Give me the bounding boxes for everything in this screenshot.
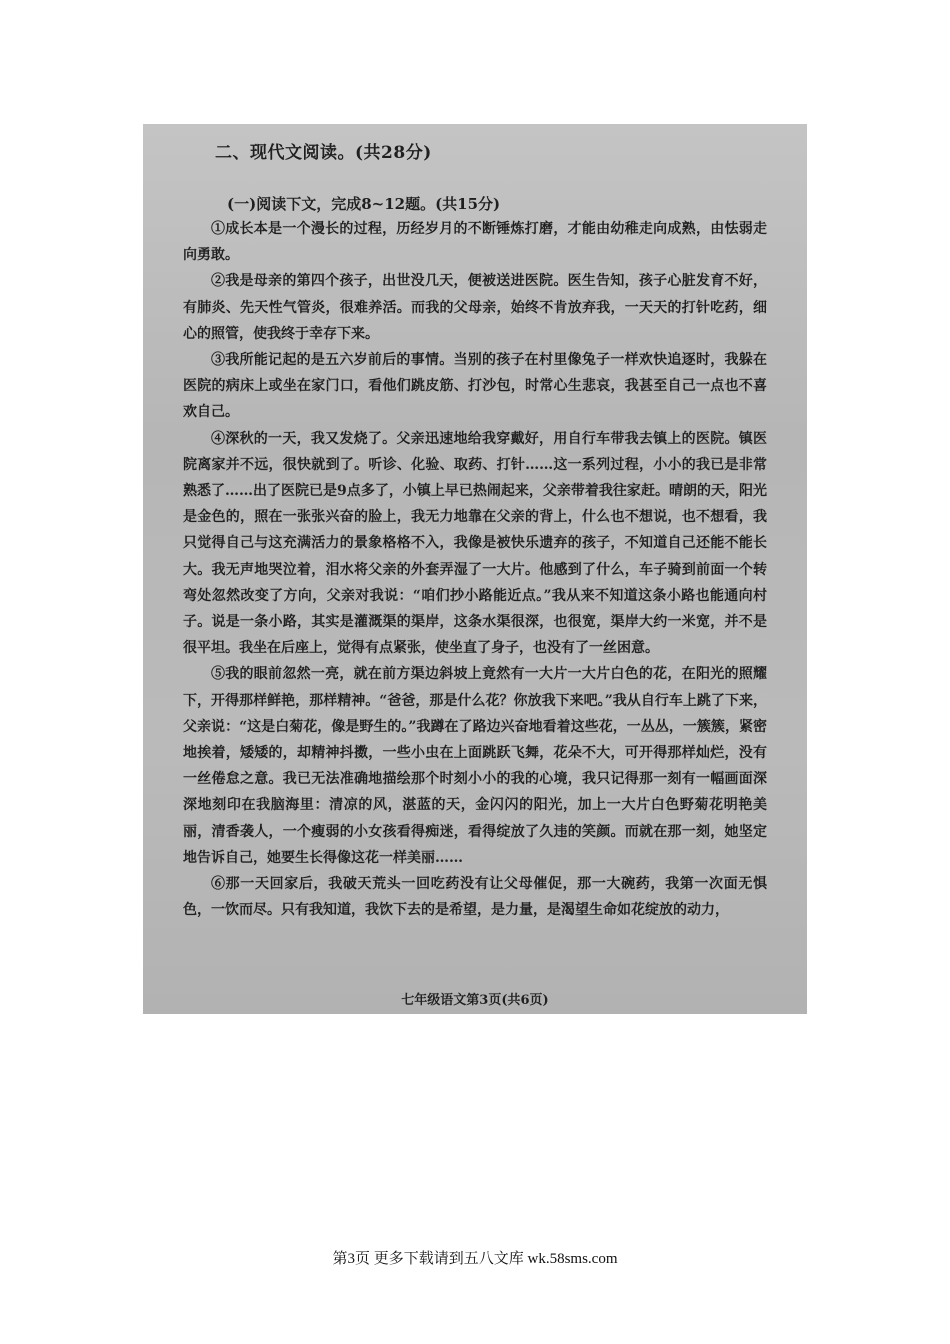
document-footer: 第3页 更多下载请到五八文库 wk.58sms.com bbox=[332, 1251, 618, 1267]
paragraph-1: ①成长本是一个漫长的过程，历经岁月的不断锤炼打磨，才能由幼稚走向成熟，由怯弱走向勇敢。 bbox=[183, 221, 767, 264]
paragraph-6: ⑥那一天回家后，我破天荒头一回吃药没有让父母催促，那一大碗药，我第一次面无惧色，一饮而尽。只有我知道，我饮下去的是希望，是力量，是渴望生命如花绽放的动力， bbox=[183, 876, 767, 919]
paragraph-2: ②我是母亲的第四个孩子，出世没几天，便被送进医院。医生告知，孩子心脏发育不好，有肺炎、先天性气管炎，很难养活。而我的父母亲，始终不肯放弃我，一天天的打针吃药，细心的照管，使我终于幸存下来。 bbox=[183, 273, 767, 342]
scanned-exam-page bbox=[143, 124, 807, 1014]
scan-page-number: 七年级语文第3页(共6页) bbox=[401, 993, 549, 1008]
paragraph-5: ⑤我的眼前忽然一亮，就在前方渠边斜坡上竟然有一大片一大片白色的花，在阳光的照耀下，开得那样鲜艳，那样精神。“爸爸，那是什么花？你放我下来吧。”我从自行车上跳了下来，父亲说：“这是白菊花，像是野生的。”我蹲在了路边兴奋地看着这些花，一丛丛，一簇簇，紧密地挨着，矮矮的，却精神抖擞，一些小虫在上面跳跃飞舞，花朵不大，可开得那样灿烂，没有一丝倦怠之意。我已无法准确地描绘那个时刻小小的我的心境，我只记得那一刻有一幅画面深深地刻印在我脑海里：清凉的风，湛蓝的天，金闪闪的阳光，加上一大片白色野菊花明艳美丽，清香袭人，一个瘦弱的小女孩看得痴迷，看得绽放了久违的笑颜。而就在那一刻，她坚定地告诉自己，她要生长得像这花一样美丽…… bbox=[183, 666, 767, 866]
reading-subtitle: (一)阅读下文，完成8~12题。(共15分) bbox=[227, 195, 501, 213]
paragraph-4: ④深秋的一天，我又发烧了。父亲迅速地给我穿戴好，用自行车带我去镇上的医院。镇医院离家并不远，很快就到了。听诊、化验、取药、打针……这一系列过程，小小的我已是非常熟悉了……出了医院已是9点多了，小镇上早已热闹起来，父亲带着我往家赶。晴朗的天，阳光是金色的，照在一张张兴奋的脸上，我无力地靠在父亲的背上，什么也不想说，也不想看，我只觉得自己与这充满活力的景象格格不入，我像是被快乐遗弃的孩子，不知道自己还能不能长大。我无声地哭泣着，泪水将父亲的外套弄湿了一大片。他感到了什么，车子骑到前面一个转弯处忽然改变了方向，父亲对我说：“咱们抄小路能近点。”我从来不知道这条小路也能通向村子。说是一条小路，其实是灌溉渠的渠岸，这条水渠很深，也很宽，渠岸大约一米宽，并不是很平坦。我坐在后座上，觉得有点紧张，使坐直了身子，也没有了一丝困意。 bbox=[183, 430, 767, 657]
section-title: 二、现代文阅读。(共28分) bbox=[215, 143, 432, 163]
reading-passage bbox=[183, 216, 767, 923]
paragraph-3: ③我所能记起的是五六岁前后的事情。当别的孩子在村里像兔子一样欢快追逐时，我躲在医院的病床上或坐在家门口，看他们跳皮筋、打沙包，时常心生悲哀，我甚至自己一点也不喜欢自己。 bbox=[183, 352, 767, 421]
